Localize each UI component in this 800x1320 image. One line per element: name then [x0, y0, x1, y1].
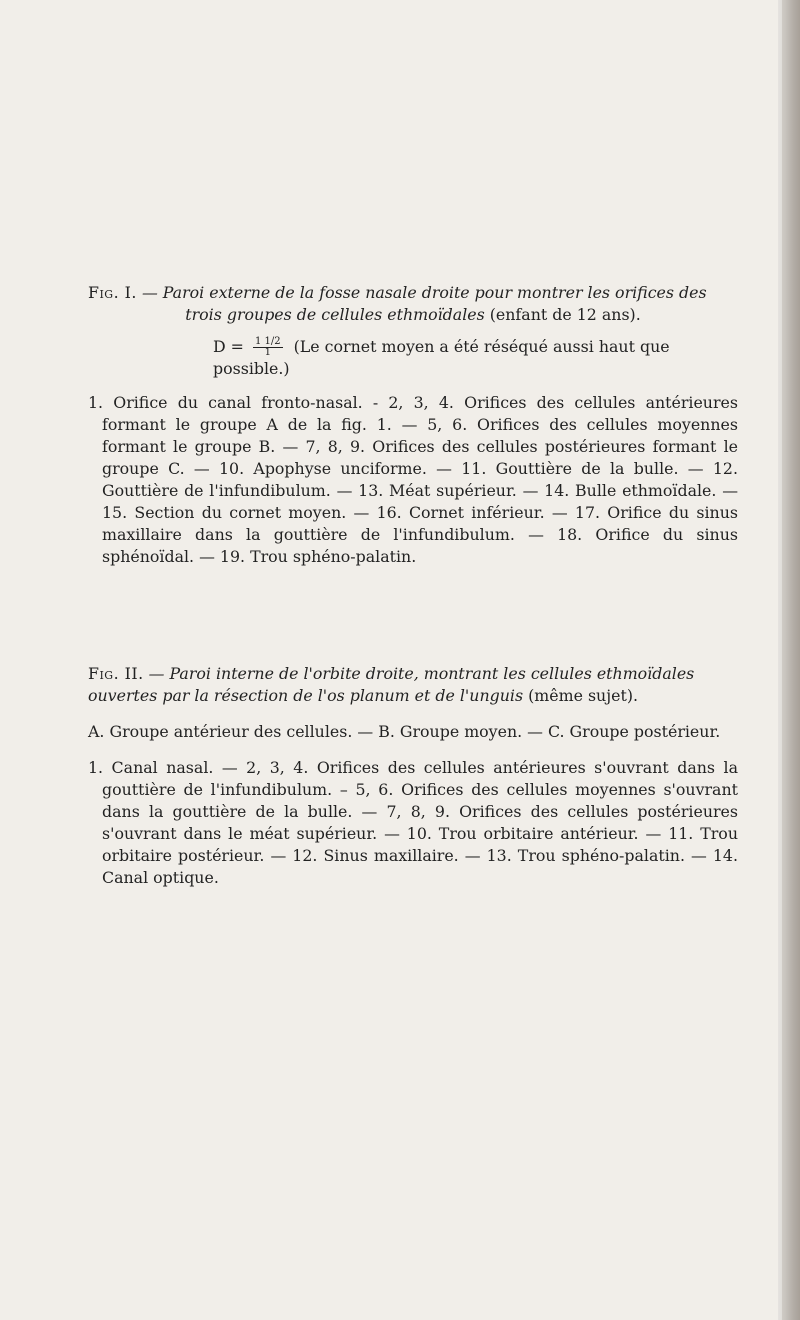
figure-2-title-line-2: ouvertes par la résection de l'os planum et de l'unguis [88, 686, 524, 705]
page-edge [778, 0, 800, 1320]
figure-2-title-line-1: — Paroi interne de l'orbite droite, montrant les cellules ethmoïdales [148, 664, 695, 683]
figure-1-label: Fig. I. [88, 283, 137, 302]
figure-1-scale [88, 336, 738, 380]
figure-1-title-line-1: — Paroi externe de la fosse nasale droite pour montrer les orifices des [141, 283, 707, 302]
figure-1-subject: (enfant de 12 ans). [489, 305, 641, 324]
figure-2-title [88, 663, 738, 707]
figure-2-legend: 1. Canal nasal. — 2, 3, 4. Orifices des cellules antérieures s'ouvrant dans la gouttière de l'infundibulum. – 5, 6. Orifices des cellules moyennes s'ouvrant dans la gouttière de la bulle. — 7, 8, 9. Orifices des cellules postérieures s'ouvrant dans le méat supérieur. — 10. Trou orbitaire antérieur. — 11. Trou orbitaire postérieur. — 12. Sinus maxillaire. — 13. Trou sphéno-palatin. — 14. Canal optique. [88, 758, 738, 887]
scale-numerator: 1 1/2 [254, 336, 281, 347]
section-gap [88, 568, 738, 663]
scale-note: (Le cornet moyen a été réséqué aussi haut que possible.) [213, 337, 670, 378]
scale-denominator: 1 [264, 347, 271, 358]
figure-1-caption [88, 282, 738, 568]
figure-1-legend: 1. Orifice du canal fronto-nasal. - 2, 3, 4. Orifices des cellules antérieures formant le groupe A de la fig. 1. — 5, 6. Orifices des cellules moyennes formant le groupe B. — 7, 8, 9. Orifices des cellules postérieures formant le groupe C. — 10. Apophyse unciforme. — 11. Gouttière de la bulle. — 12. Gouttière de l'infundibulum. — 13. Méat supérieur. — 14. Bulle ethmoïdale. — 15. Section du cornet moyen. — 16. Cornet inférieur. — 17. Orifice du sinus maxillaire dans la gouttière de l'infundibulum. — 18. Orifice du sinus sphénoïdal. — 19. Trou sphéno-palatin. [88, 393, 738, 566]
page-content [88, 282, 738, 889]
figure-1-title [88, 282, 738, 326]
figure-2-subject: (même sujet). [528, 686, 639, 705]
figure-2-groups: A. Groupe antérieur des cellules. — B. Groupe moyen. — C. Groupe postérieur. [88, 722, 721, 741]
figure-1-title-line-2: trois groupes de cellules ethmoïdales [185, 305, 485, 324]
scale-fraction [253, 337, 283, 358]
scale-prefix: D = [213, 337, 244, 356]
figure-2-label: Fig. II. [88, 664, 144, 683]
figure-2-caption [88, 663, 738, 889]
